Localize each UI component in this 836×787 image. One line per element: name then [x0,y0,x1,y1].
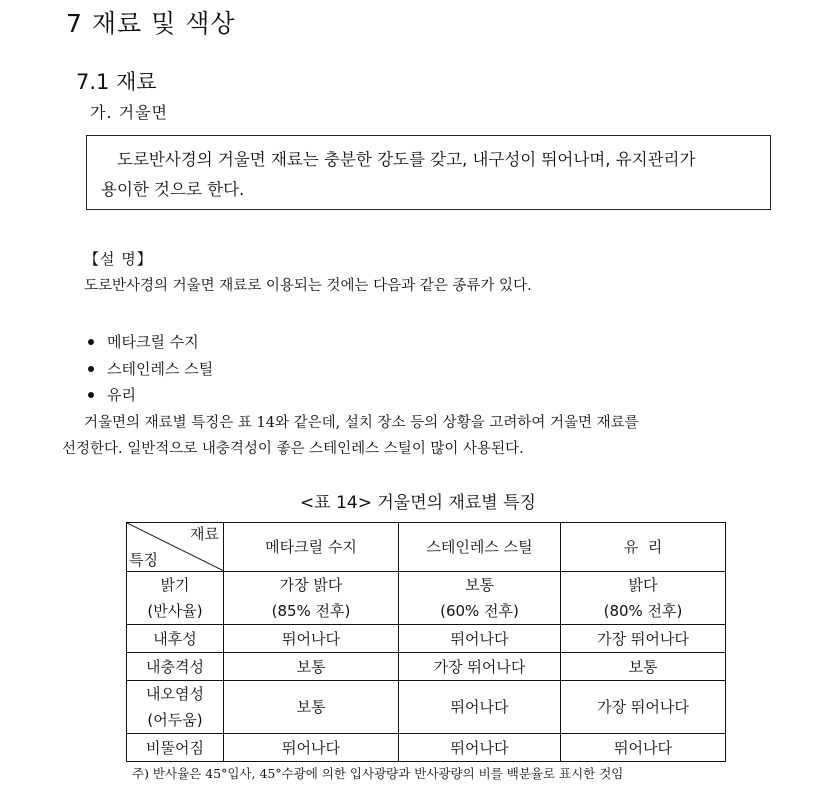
table-cell: 밝다 (80% 전후) [561,572,726,625]
table-cell: 뛰어나다 [561,734,726,762]
material-characteristics-table [126,522,726,762]
table-cell: 뛰어나다 [399,734,561,762]
list-item [86,356,213,383]
corner-header-feature: 특징 [129,551,158,569]
corner-header-cell [127,523,224,572]
table-row [127,653,726,681]
table-footnote: 주) 반사율은 45°입사, 45°수광에 의한 입사광량과 반사광량의 비를 백분율로 표시한 것임 [132,766,624,781]
table-cell: 보통 [224,653,399,681]
table-cell: 보통 (60% 전후) [399,572,561,625]
table-cell: 보통 [224,681,399,734]
requirement-box [86,135,771,210]
row-label: 내충격성 [127,653,224,681]
bullet-icon [88,392,94,398]
column-header: 메타크릴 수지 [224,523,399,572]
list-item [86,382,213,409]
table-cell: 뛰어나다 [399,625,561,653]
bullet-icon [88,366,94,372]
table-row [127,681,726,734]
requirement-text [87,136,770,205]
table-cell: 뛰어나다 [399,681,561,734]
material-list [86,329,213,409]
selection-paragraph-line-2: 선정한다. 일반적으로 내충격성이 좋은 스테인레스 스틸이 많이 사용된다. [62,441,524,457]
list-item [86,329,213,356]
row-label: 밝기 (반사율) [127,572,224,625]
intro-paragraph: 도로반사경의 거울면 재료로 이용되는 것에는 다음과 같은 종류가 있다. [84,278,532,294]
table-cell: 가장 뛰어나다 [561,681,726,734]
list-item-text: 메타크릴 수지 [107,333,199,352]
table-row [127,625,726,653]
item-heading: 가. 거울면 [90,103,168,122]
explanation-label: 【설 명】 [84,250,153,268]
table-cell: 가장 뛰어나다 [399,653,561,681]
row-label: 내후성 [127,625,224,653]
table-cell: 가장 뛰어나다 [561,625,726,653]
table-cell: 뛰어나다 [224,734,399,762]
list-item-text: 유리 [107,386,136,405]
table-cell: 가장 밝다 (85% 전후) [224,572,399,625]
section-heading: 7 재료 및 색상 [66,9,236,38]
row-label: 비뚤어짐 [127,734,224,762]
table-cell: 뛰어나다 [224,625,399,653]
column-header: 스테인레스 스틸 [399,523,561,572]
table-header-row [127,523,726,572]
table-row [127,734,726,762]
bullet-icon [88,339,94,345]
requirement-line-2: 용이한 것으로 한다. [101,180,245,199]
table-caption: <표 14> 거울면의 재료별 특징 [300,493,536,513]
column-header: 유 리 [561,523,726,572]
subsection-heading: 7.1 재료 [76,70,157,94]
selection-paragraph [62,410,782,462]
row-label: 내오염성 (어두움) [127,681,224,734]
table-row [127,572,726,625]
requirement-line-1: 도로반사경의 거울면 재료는 충분한 강도를 갖고, 내구성이 뛰어나며, 유지관리가 [117,150,696,169]
selection-paragraph-line-1: 거울면의 재료별 특징은 표 14와 같은데, 설치 장소 등의 상황을 고려하여 거울면 재료를 [84,415,639,431]
list-item-text: 스테인레스 스틸 [107,359,214,378]
table-cell: 보통 [561,653,726,681]
corner-header-material: 재료 [190,525,219,543]
